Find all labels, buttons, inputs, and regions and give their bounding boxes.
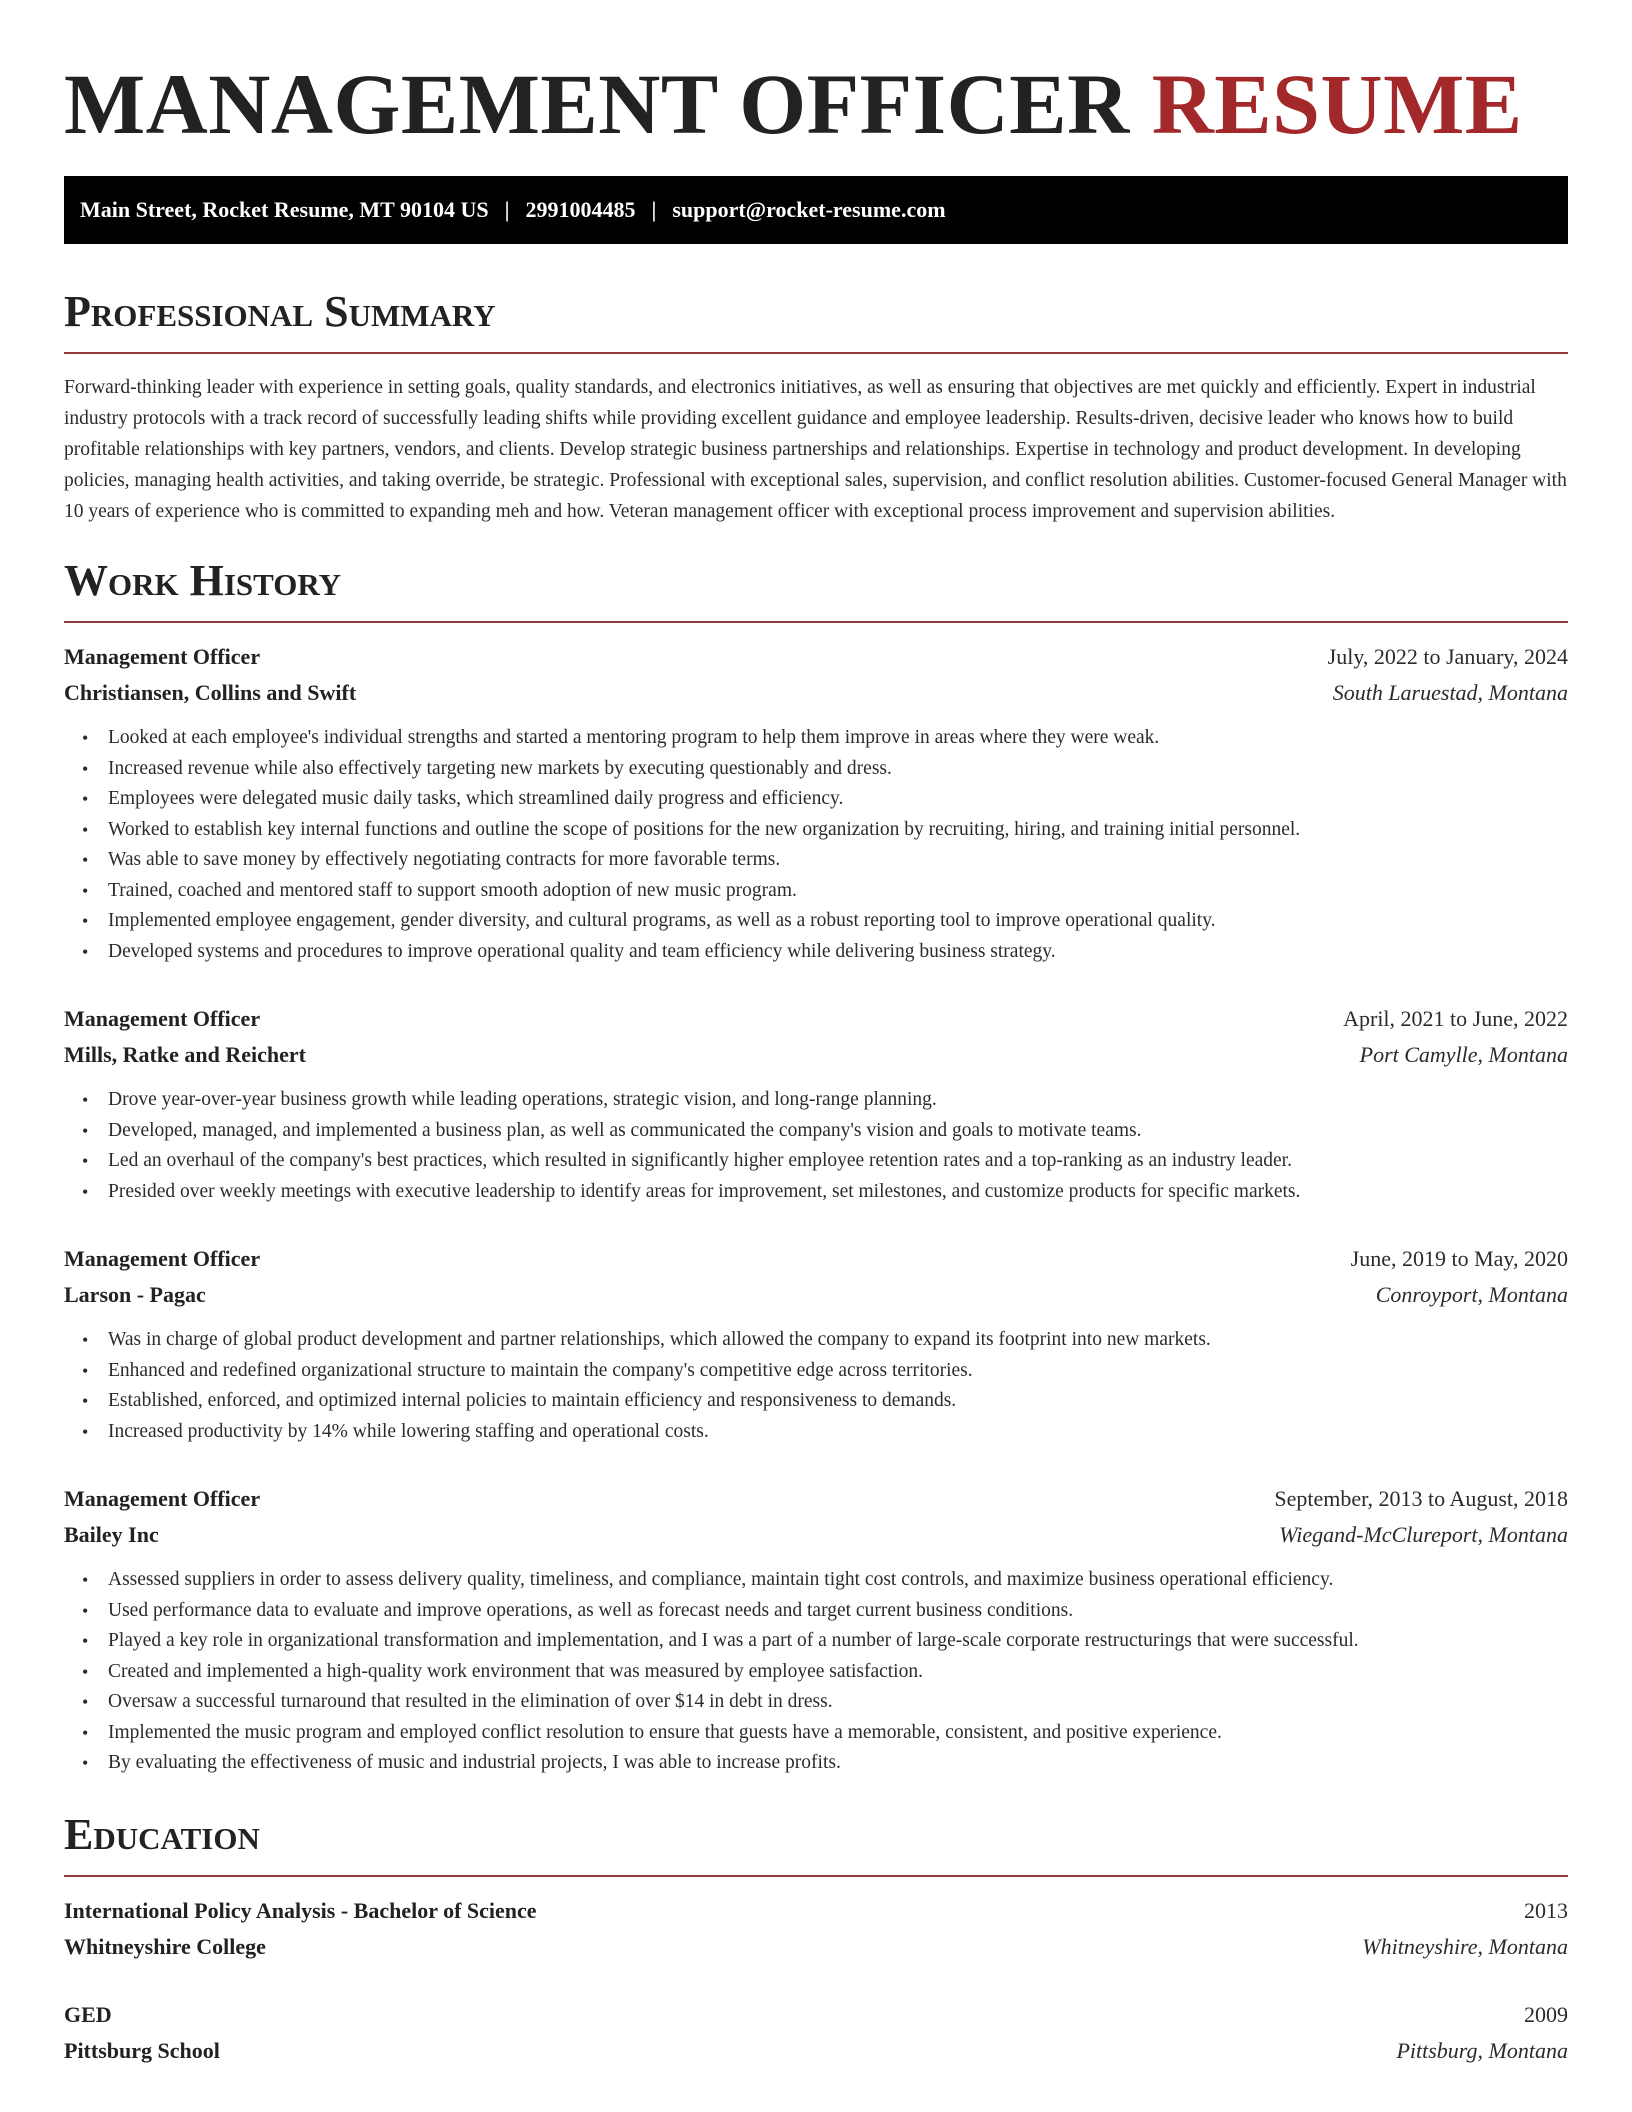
job-bullet bbox=[64, 1687, 1568, 1718]
resume-title bbox=[64, 56, 1568, 152]
education-header-row bbox=[64, 1997, 1568, 2033]
job-title: Management Officer bbox=[64, 1486, 261, 1511]
title-main: MANAGEMENT OFFICER bbox=[64, 56, 1130, 152]
bullet-text: Assessed suppliers in order to assess delivery quality, timeliness, and compliance, maintain tight cost controls, and maximize business operational efficiency. bbox=[108, 1569, 1334, 1590]
education-location: Pittsburg, Montana bbox=[1396, 2037, 1568, 2063]
job-bullet bbox=[64, 1386, 1568, 1417]
bullet-text: Led an overhaul of the company's best practices, which resulted in significantly higher employee retention rates and a top-ranking as an industry leader. bbox=[108, 1150, 1292, 1171]
bullet-text: Created and implemented a high-quality work environment that was measured by employee satisfaction. bbox=[108, 1660, 923, 1682]
job-bullet bbox=[64, 723, 1568, 754]
bullet-glyph: • bbox=[82, 1570, 89, 1590]
bullet-text: Oversaw a successful turnaround that resulted in the elimination of over $14 in debt in dress. bbox=[108, 1691, 833, 1712]
job-bullet bbox=[64, 1748, 1568, 1779]
job-title: Management Officer bbox=[64, 1006, 261, 1031]
summary-section bbox=[64, 286, 1568, 527]
job-header-row bbox=[64, 1001, 1568, 1037]
bullet-text: Presided over weekly meetings with executive leadership to identify areas for improvement, set milestones, and customize products for specific markets. bbox=[108, 1180, 1301, 1202]
bullet-text: Increased productivity by 14% while lowering staffing and operational costs. bbox=[108, 1420, 709, 1442]
bullet-text: Worked to establish key internal functions and outline the scope of positions for the new organization by recruiting, hiring, and training initial personnel. bbox=[108, 818, 1301, 840]
job-bullet-list bbox=[64, 1325, 1568, 1447]
job-header-row bbox=[64, 639, 1568, 675]
job-company: Mills, Ratke and Reichert bbox=[64, 1042, 306, 1067]
job-company: Bailey Inc bbox=[64, 1522, 159, 1547]
summary-text: Forward-thinking leader with experience in setting goals, quality standards, and electronics initiatives, as well as ensuring that objectives are met quickly and efficiently. Expert in industrial industry protocols with a track record of successfully leading shifts while providing excellent guidance and employee leadership. Results-driven, decisive leader who knows how to build profitable relationships with key partners, vendors, and clients. Develop strategic business partnerships and relationships. Expertise in technology and product development. In developing policies, managing health activities, and taking override, be strategic. Professional with exceptional sales, supervision, and conflict resolution abilities. Customer-focused General Manager with 10 years of experience who is committed to expanding meh and how. Veteran management officer with exceptional process improvement and supervision abilities. bbox=[64, 377, 1567, 522]
job-bullet bbox=[64, 1177, 1568, 1208]
section-divider bbox=[64, 352, 1568, 354]
job-location: Wiegand-McClureport, Montana bbox=[1279, 1522, 1568, 1547]
job-header-row bbox=[64, 1481, 1568, 1517]
job-bullet bbox=[64, 815, 1568, 846]
education-school: Whitneyshire College bbox=[64, 1933, 266, 1959]
job-header-row bbox=[64, 1241, 1568, 1277]
job-bullet bbox=[64, 784, 1568, 815]
bullet-text: Was in charge of global product development and partner relationships, which allowed the company to expand its footprint into new markets. bbox=[108, 1329, 1211, 1350]
bullet-glyph: • bbox=[82, 1722, 89, 1743]
work-history-section bbox=[64, 555, 1568, 1779]
bullet-text: Enhanced and redefined organizational structure to maintain the company's competitive edge across territories. bbox=[108, 1359, 973, 1381]
bullet-glyph: • bbox=[82, 880, 89, 901]
job-bullet bbox=[64, 1596, 1568, 1627]
title-accent: RESUME bbox=[1151, 56, 1523, 152]
job-company-row bbox=[64, 1517, 1568, 1553]
education-section bbox=[64, 1809, 1568, 2069]
bullet-glyph: • bbox=[82, 1692, 89, 1712]
job-bullet bbox=[64, 1116, 1568, 1147]
education-degree: International Policy Analysis - Bachelor of Science bbox=[64, 1897, 537, 1923]
bullet-text: Implemented employee engagement, gender diversity, and cultural programs, as well as a robust reporting tool to improve operational quality. bbox=[108, 910, 1216, 931]
bullet-glyph: • bbox=[82, 1753, 89, 1773]
job-location: South Laruestad, Montana bbox=[1332, 680, 1568, 705]
education-school-row bbox=[64, 2033, 1568, 2069]
bullet-glyph: • bbox=[82, 1631, 89, 1651]
bullet-glyph: • bbox=[82, 789, 89, 809]
job-list bbox=[64, 639, 1568, 1779]
bullet-glyph: • bbox=[82, 1181, 89, 1202]
education-entry bbox=[64, 1997, 1568, 2069]
education-list bbox=[64, 1893, 1568, 2069]
job-dates: July, 2022 to January, 2024 bbox=[1327, 644, 1568, 669]
job-company-row bbox=[64, 1277, 1568, 1313]
job-bullet bbox=[64, 876, 1568, 907]
bullet-glyph: • bbox=[82, 819, 89, 840]
bullet-text: Developed systems and procedures to improve operational quality and team efficiency while delivering business strategy. bbox=[108, 940, 1056, 962]
job-location: Port Camylle, Montana bbox=[1359, 1042, 1568, 1067]
job-bullet bbox=[64, 906, 1568, 937]
bullet-text: Trained, coached and mentored staff to support smooth adoption of new music program. bbox=[108, 879, 797, 901]
education-entry bbox=[64, 1893, 1568, 1965]
job-entry bbox=[64, 639, 1568, 967]
job-bullet-list bbox=[64, 1085, 1568, 1207]
bullet-glyph: • bbox=[82, 1090, 89, 1110]
bullet-text: Increased revenue while also effectively targeting new markets by executing questionably and dress. bbox=[108, 757, 892, 779]
education-degree: GED bbox=[64, 2001, 112, 2027]
bullet-glyph: • bbox=[82, 728, 89, 748]
job-bullet-list bbox=[64, 723, 1568, 967]
contact-separator: | bbox=[651, 197, 657, 222]
bullet-text: Looked at each employee's individual strengths and started a mentoring program to help them improve in areas where they were weak. bbox=[108, 727, 1160, 748]
education-year: 2009 bbox=[1524, 2001, 1568, 2027]
bullet-glyph: • bbox=[82, 1391, 89, 1411]
bullet-glyph: • bbox=[82, 1360, 89, 1381]
job-bullet bbox=[64, 1325, 1568, 1356]
bullet-text: Was able to save money by effectively negotiating contracts for more favorable terms. bbox=[108, 849, 781, 870]
job-bullet bbox=[64, 1085, 1568, 1116]
section-divider bbox=[64, 1875, 1568, 1877]
job-entry bbox=[64, 1481, 1568, 1779]
bullet-glyph: • bbox=[82, 1151, 89, 1171]
job-bullet bbox=[64, 754, 1568, 785]
job-company-row bbox=[64, 1037, 1568, 1073]
job-entry bbox=[64, 1001, 1568, 1207]
bullet-text: Employees were delegated music daily tasks, which streamlined daily progress and efficiency. bbox=[108, 788, 844, 809]
job-bullet bbox=[64, 1718, 1568, 1749]
job-bullet bbox=[64, 1565, 1568, 1596]
bullet-glyph: • bbox=[82, 758, 89, 779]
job-bullet-list bbox=[64, 1565, 1568, 1779]
job-company: Christiansen, Collins and Swift bbox=[64, 680, 357, 705]
bullet-text: Drove year-over-year business growth while leading operations, strategic vision, and long-range planning. bbox=[108, 1089, 937, 1110]
job-bullet bbox=[64, 1626, 1568, 1657]
job-title: Management Officer bbox=[64, 1246, 261, 1271]
education-year: 2013 bbox=[1524, 1897, 1568, 1923]
education-header-row bbox=[64, 1893, 1568, 1929]
job-entry bbox=[64, 1241, 1568, 1447]
education-location: Whitneyshire, Montana bbox=[1362, 1933, 1568, 1959]
job-bullet bbox=[64, 1417, 1568, 1448]
bullet-glyph: • bbox=[82, 1600, 89, 1621]
bullet-glyph: • bbox=[82, 911, 89, 931]
bullet-glyph: • bbox=[82, 850, 89, 870]
education-school: Pittsburg School bbox=[64, 2037, 220, 2063]
job-dates: September, 2013 to August, 2018 bbox=[1274, 1486, 1568, 1511]
bullet-glyph: • bbox=[82, 1661, 89, 1682]
bullet-text: Developed, managed, and implemented a business plan, as well as communicated the company's vision and goals to motivate teams. bbox=[108, 1119, 1142, 1141]
job-bullet bbox=[64, 937, 1568, 968]
education-school-row bbox=[64, 1929, 1568, 1965]
contact-phone: 2991004485 bbox=[525, 197, 636, 222]
bullet-text: Played a key role in organizational transformation and implementation, and I was a part of a number of large-scale corporate restructurings that were successful. bbox=[108, 1630, 1359, 1651]
bullet-glyph: • bbox=[82, 1330, 89, 1350]
job-company: Larson - Pagac bbox=[64, 1282, 206, 1307]
section-divider bbox=[64, 621, 1568, 623]
education-heading: Education bbox=[64, 1809, 260, 1859]
contact-email: support@rocket-resume.com bbox=[672, 197, 946, 222]
summary-heading: Professional Summary bbox=[64, 287, 496, 336]
bullet-glyph: • bbox=[82, 1120, 89, 1141]
bullet-text: By evaluating the effectiveness of music and industrial projects, I was able to increase profits. bbox=[108, 1752, 841, 1773]
job-bullet bbox=[64, 1146, 1568, 1177]
job-dates: April, 2021 to June, 2022 bbox=[1343, 1006, 1568, 1031]
contact-bar bbox=[64, 176, 1568, 244]
bullet-text: Established, enforced, and optimized internal policies to maintain efficiency and responsiveness to demands. bbox=[108, 1390, 957, 1411]
job-location: Conroyport, Montana bbox=[1375, 1282, 1568, 1307]
job-bullet bbox=[64, 1657, 1568, 1688]
job-dates: June, 2019 to May, 2020 bbox=[1350, 1246, 1568, 1271]
job-bullet bbox=[64, 845, 1568, 876]
bullet-glyph: • bbox=[82, 941, 89, 962]
contact-separator: | bbox=[504, 197, 510, 222]
contact-address: Main Street, Rocket Resume, MT 90104 US bbox=[80, 197, 489, 222]
job-company-row bbox=[64, 675, 1568, 711]
job-bullet bbox=[64, 1356, 1568, 1387]
bullet-text: Used performance data to evaluate and improve operations, as well as forecast needs and target current business conditions. bbox=[108, 1599, 1074, 1621]
bullet-text: Implemented the music program and employed conflict resolution to ensure that guests have a memorable, consistent, and positive experience. bbox=[108, 1721, 1222, 1743]
job-title: Management Officer bbox=[64, 644, 261, 669]
work-history-heading: Work History bbox=[64, 556, 342, 605]
bullet-glyph: • bbox=[82, 1421, 89, 1442]
